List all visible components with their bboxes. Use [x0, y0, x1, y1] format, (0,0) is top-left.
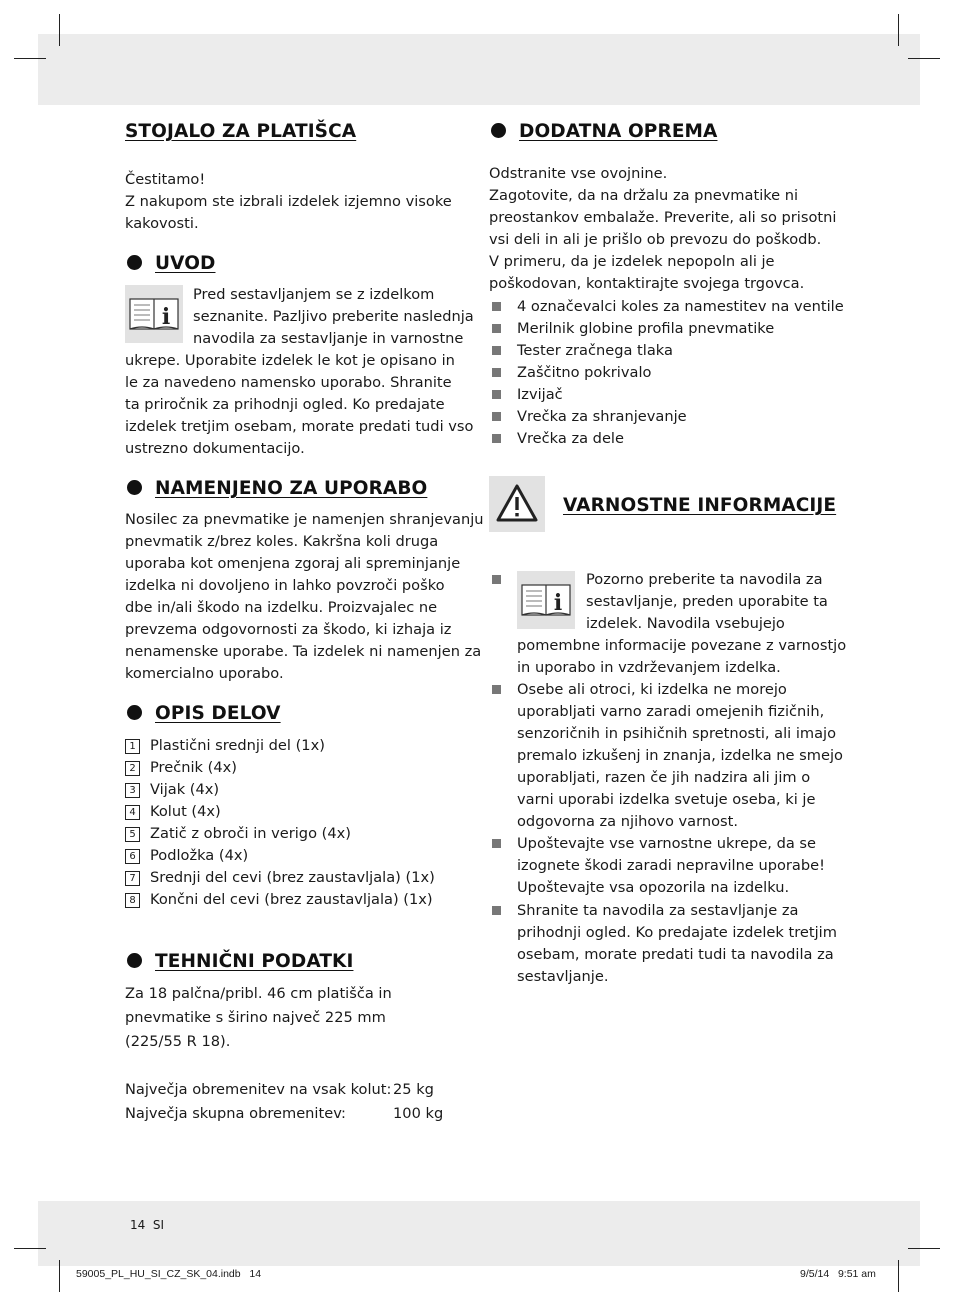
bullet-square-icon: [492, 368, 501, 377]
manual-book-icon: [517, 571, 575, 629]
spec-table: [125, 1078, 443, 1126]
bullet-square-icon: [492, 839, 501, 848]
table-row: Največja obremenitev na vsak kolut: 25 kg: [125, 1081, 434, 1098]
table-row: Največja skupna obremenitev: 100 kg: [125, 1105, 444, 1122]
crop-mark: [14, 1248, 46, 1249]
list-item: 3 Vijak (4x): [125, 779, 435, 801]
list-item: 1 Plastični srednji del (1x): [125, 735, 435, 757]
section-heading-opis: OPIS DELOV: [127, 703, 281, 724]
section-heading-tehnicni: TEHNIČNI PODATKI: [127, 951, 353, 972]
print-date: 9/5/14 9:51 am: [800, 1268, 876, 1280]
list-item: 2 Prečnik (4x): [125, 757, 435, 779]
list-item: 7 Srednji del cevi (brez zaustavljala) (1x): [125, 867, 435, 889]
bullet-square-icon: [492, 346, 501, 355]
list-item: Izvijač: [517, 386, 563, 403]
crop-mark: [59, 14, 60, 46]
safety-text-1-short: Pozorno preberite ta navodila za sestavljanje, preden uporabite ta izdelek. Navodila vsebujejo: [586, 571, 828, 632]
bullet-square-icon: [492, 906, 501, 915]
page-number: 14 SI: [130, 1218, 165, 1232]
bullet-dot-icon: [127, 480, 142, 495]
bullet-square-icon: [492, 434, 501, 443]
section-heading-varnostne: VARNOSTNE INFORMACIJE: [563, 495, 837, 516]
uvod-text-short: Pred sestavljanjem se z izdelkom seznanite. Pazljivo preberite naslednja navodila za sestavljanje in varnostne: [193, 286, 474, 347]
file-name: 59005_PL_HU_SI_CZ_SK_04.indb 14: [76, 1268, 262, 1280]
bullet-square-icon: [492, 412, 501, 421]
svg-text:i: i: [553, 590, 563, 616]
bullet-square-icon: [492, 575, 501, 584]
tehnicni-text: Za 18 palčna/pribl. 46 cm platišča in pnevmatike s širino največ 225 mm (225/55 R 18).: [125, 985, 392, 1050]
warning-icon: [489, 476, 545, 532]
list-item: 4 označevalci koles za namestitev na ventile: [517, 298, 844, 315]
crop-mark: [59, 1260, 60, 1292]
list-item: Merilnik globine profila pnevmatike: [517, 320, 775, 337]
section-heading-namenjeno: NAMENJENO ZA UPORABO: [127, 478, 427, 499]
crop-mark: [908, 1248, 940, 1249]
list-item: Vrečka za shranjevanje: [517, 408, 687, 425]
bullet-dot-icon: [491, 123, 506, 138]
bullet-square-icon: [492, 302, 501, 311]
bullet-square-icon: [492, 685, 501, 694]
header-band: [38, 34, 920, 105]
footer-band: [38, 1201, 920, 1266]
namenjeno-text: Nosilec za pnevmatike je namenjen shranjevanju pnevmatik z/brez koles. Kakršna koli druga uporaba kot omenjena zgoraj ali spreminjanje izdelka ni dovoljeno in lahko povzroči poško dbe in/ali škodo na izdelku. Proizvajalec ne prevzema odgovornosti za škodo, ki izhaja iz nenamenske uporabe. Ta izdelek ni namenjen za komercialno uporabo.: [125, 511, 484, 682]
list-item: 4 Kolut (4x): [125, 801, 435, 823]
list-item: Tester zračnega tlaka: [517, 342, 673, 359]
crop-mark: [14, 58, 46, 59]
list-item: Vrečka za dele: [517, 430, 624, 447]
bullet-dot-icon: [127, 953, 142, 968]
list-item: 5 Zatič z obroči in verigo (4x): [125, 823, 435, 845]
section-heading-dodatna: DODATNA OPREMA: [491, 121, 717, 142]
crop-mark: [898, 14, 899, 46]
manual-book-icon: [125, 285, 183, 343]
safety-text-2: Osebe ali otroci, ki izdelka ne morejo uporabljati varno zaradi omejenih fizičnih, senzoričnih in psihičnih spretnosti, ali imajo premalo izkušenj in znanja, izdelka ne smejo uporabljati, razen če jih nadzira ali jim o varni uporabi izdelka svetuje oseba, ki je odgovorna za njihovo varnost.: [517, 681, 843, 830]
parts-list: [125, 735, 435, 911]
list-item: 8 Končni del cevi (brez zaustavljala) (1x): [125, 889, 435, 911]
safety-text-1-long: pomembne informacije povezane z varnostjo in uporabo in vzdrževanjem izdelka.: [517, 637, 847, 676]
bullet-dot-icon: [127, 705, 142, 720]
intro-text: Čestitamo! Z nakupom ste izbrali izdelek izjemno visoke kakovosti.: [125, 171, 452, 232]
dodatna-text: Odstranite vse ovojnine. Zagotovite, da na držalu za pnevmatike ni preostankov embalaže. Preverite, ali so prisotni vsi deli in ali je prišlo ob prevozu do poškodb. V primeru, da je izdelek nepopoln ali je poškodovan, kontaktirajte svojega trgovca.: [489, 165, 837, 292]
list-item: 6 Podložka (4x): [125, 845, 435, 867]
section-heading-uvod: UVOD: [127, 253, 216, 274]
bullet-dot-icon: [127, 255, 142, 270]
safety-text-3: Upoštevajte vse varnostne ukrepe, da se izognete škodi zaradi nepravilne uporabe! Upoštevajte vsa opozorila na izdelku.: [517, 835, 825, 896]
list-item: Zaščitno pokrivalo: [517, 364, 652, 381]
uvod-text-long: ukrepe. Uporabite izdelek le kot je opisano in le za navedeno namensko uporabo. Shranite ta priročnik za prihodnji ogled. Ko predajate izdelek tretjim osebam, morate predati tudi vso ustrezno dokumentacijo.: [125, 352, 474, 457]
crop-mark: [898, 1260, 899, 1292]
safety-text-4: Shranite ta navodila za sestavljanje za prihodnji ogled. Ko predajate izdelek tretjim osebam, morate predati tudi ta navodila za sestavljanje.: [517, 902, 837, 985]
crop-mark: [908, 58, 940, 59]
bullet-square-icon: [492, 324, 501, 333]
bullet-square-icon: [492, 390, 501, 399]
svg-text:i: i: [161, 304, 171, 330]
page-title: STOJALO ZA PLATIŠCA: [125, 121, 357, 142]
